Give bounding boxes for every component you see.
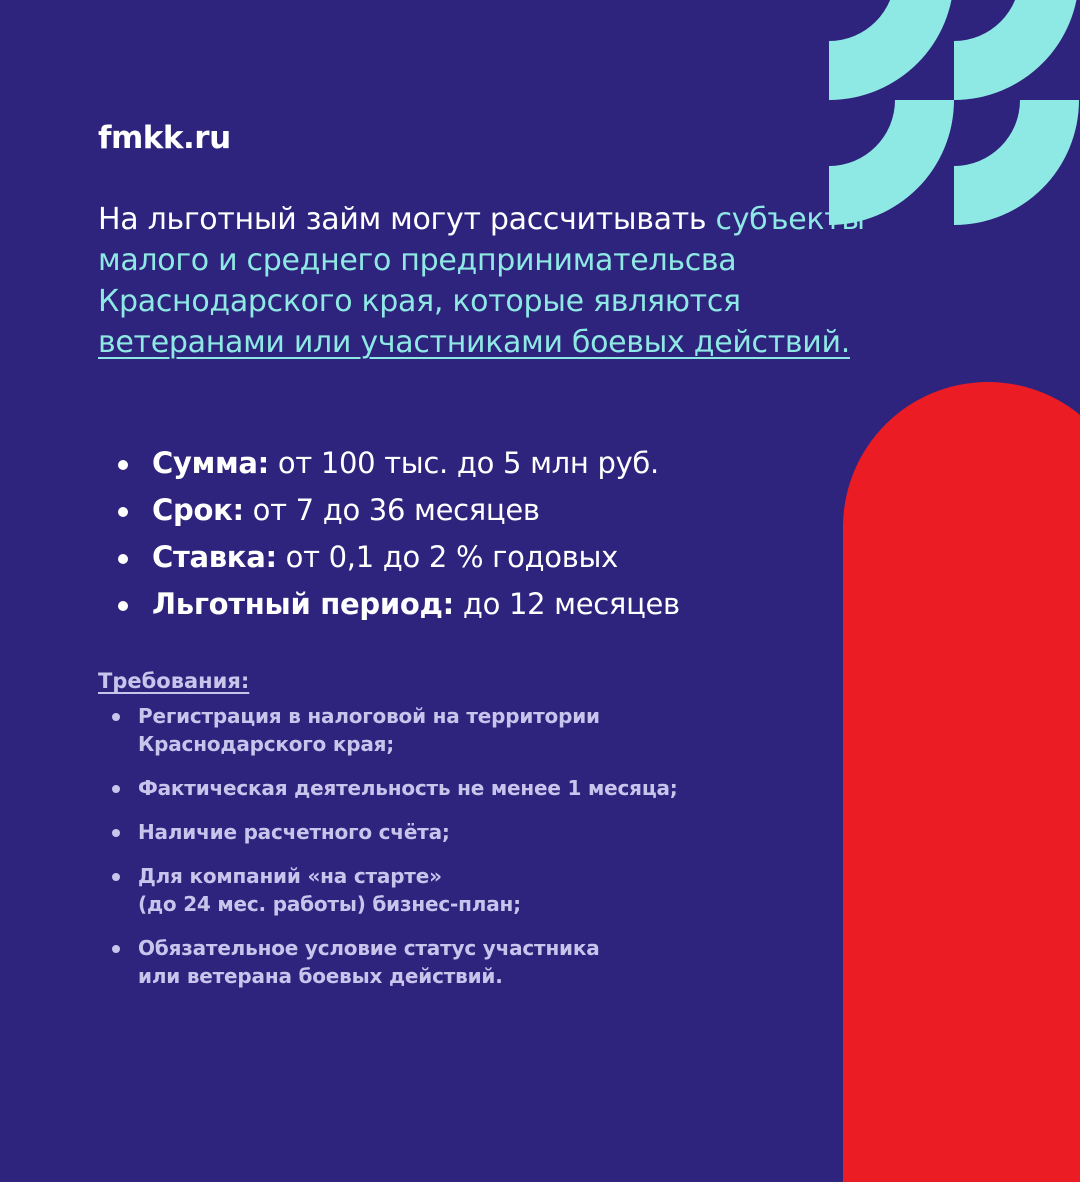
lead-veterans: ветеранами или участниками боевых действий. [98, 325, 850, 360]
lead-intro: На льготный займ могут рассчитывать [98, 202, 716, 237]
term-amount [118, 440, 680, 487]
requirements-title: Требования: [98, 669, 250, 693]
term-label: Сумма: [152, 446, 269, 480]
term-label: Льготный период: [152, 587, 454, 621]
decorative-red-arch [843, 382, 1080, 1182]
requirement-item: Обязательное условие статус участника или ветерана боевых действий. [112, 934, 678, 990]
term-grace-period [118, 581, 680, 628]
term-value: до 12 месяцев [453, 587, 680, 621]
arc-shape [954, 0, 1079, 100]
term-label: Срок: [152, 493, 244, 527]
requirement-item: Регистрация в налоговой на территории Краснодарского края; [112, 702, 678, 758]
term-value: от 0,1 до 2 % годовых [276, 540, 618, 574]
requirements-list [112, 702, 678, 1006]
term-value: от 100 тыс. до 5 млн руб. [268, 446, 659, 480]
arc-shape [954, 100, 1079, 225]
term-duration [118, 487, 680, 534]
lead-text [98, 199, 898, 363]
lead-subjects: субъекты малого и среднего предпринимательсва Краснодарского края, которые являются [98, 202, 865, 319]
term-value: от 7 до 36 месяцев [243, 493, 540, 527]
requirement-item: Фактическая деятельность не менее 1 месяца; [112, 774, 678, 802]
term-label: Ставка: [152, 540, 277, 574]
requirement-item: Наличие расчетного счёта; [112, 818, 678, 846]
term-rate [118, 534, 680, 581]
requirement-item: Для компаний «на старте» (до 24 мес. работы) бизнес-план; [112, 862, 678, 918]
arc-shape [829, 0, 954, 100]
loan-terms-list [118, 440, 680, 628]
site-name: fmkk.ru [98, 120, 231, 156]
